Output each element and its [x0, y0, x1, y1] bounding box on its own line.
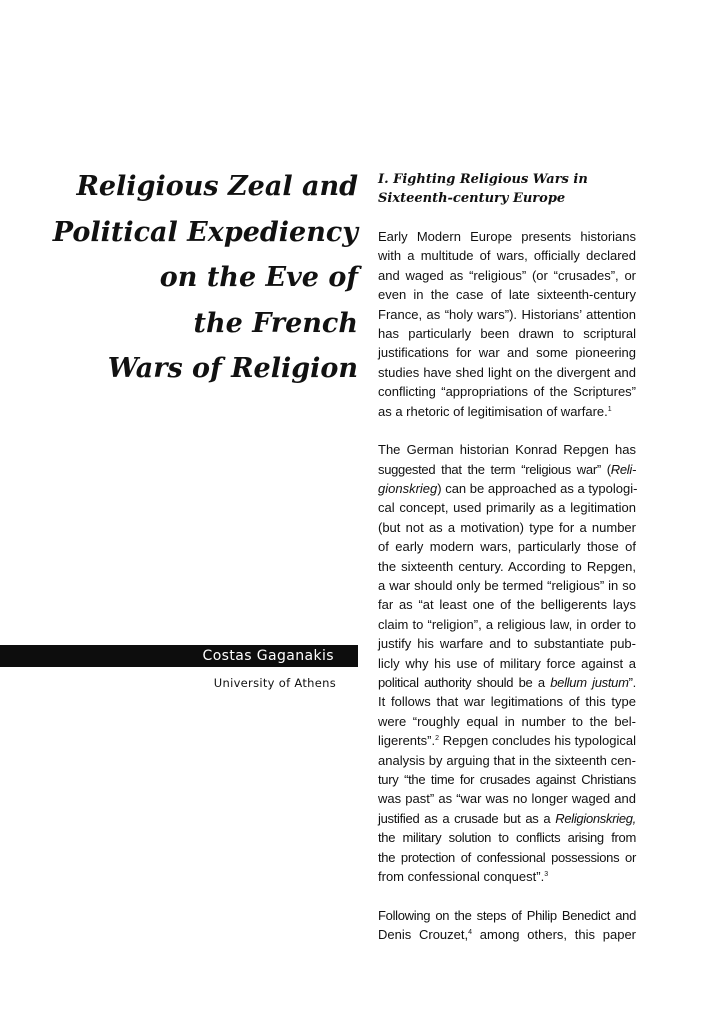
paragraph-1 — [378, 227, 636, 421]
author-affiliation: University of Athens — [213, 676, 336, 690]
text-line: It follows that war legitimations of this type — [378, 694, 636, 710]
text-run: ”. — [628, 674, 636, 690]
text-run: from confessional conquest”. — [378, 868, 545, 884]
text-line — [378, 809, 636, 828]
text-line: the sixteenth century. According to Repgen, — [378, 558, 636, 574]
text-run: justified as a crusade but as a — [378, 810, 556, 826]
text-run: suggested that the term “religious war” ( — [378, 461, 611, 477]
text-line: analysis by arguing that in the sixteenth cen- — [378, 752, 636, 768]
article-title — [40, 164, 358, 392]
italic-term: bellum justum — [550, 674, 629, 690]
text-line: cal concept, used primarily as a legitimation — [378, 500, 636, 516]
text-line: Early Modern Europe presents historians — [378, 229, 636, 244]
title-line: Wars of Religion — [107, 353, 358, 384]
text-line: justifications for war and some pioneering — [378, 345, 636, 361]
footnote-marker[interactable]: 1 — [607, 405, 612, 413]
text-line: and waged as “religious” (or “crusades”, or — [378, 267, 636, 283]
author-name: Costas Gaganakis — [202, 648, 334, 664]
section-heading-line: I. Fighting Religious Wars in — [378, 172, 588, 187]
footnote-marker[interactable]: 2 — [435, 735, 439, 743]
text-line: has particularly been drawn to scriptural — [378, 325, 636, 341]
text-line: a war should only be termed “religious” in so — [378, 578, 636, 594]
text-run: political authority should be a — [378, 674, 551, 690]
italic-term: Religionskrieg, — [555, 810, 636, 826]
text-run: among others, this paper — [472, 927, 636, 943]
text-line — [378, 673, 636, 692]
italic-term: gionskrieg — [378, 481, 438, 497]
title-line: Political Expediency — [52, 216, 358, 248]
footnote-marker[interactable]: 3 — [544, 870, 549, 878]
text-line: of early modern wars, particularly those of — [378, 539, 636, 555]
text-line — [378, 731, 636, 750]
text-line: claim to “religion”, a religious law, in order to — [378, 616, 636, 632]
title-line: on the Eve of — [159, 262, 358, 293]
text-line: far as “at least one of the belligerents lays — [378, 597, 636, 613]
text-line: with a multitude of wars, officially declared — [378, 248, 636, 264]
title-line: the French — [193, 307, 358, 339]
text-run: Denis Crouzet, — [378, 927, 469, 943]
section-heading — [378, 170, 638, 208]
text-line: studies have shed light on the divergent and — [378, 364, 636, 380]
text-line: (but not as a motivation) type for a number — [378, 519, 636, 535]
text-line: justify his warfare and to substantiate pub- — [378, 636, 636, 652]
text-line: the protection of confessional possessions or — [378, 849, 636, 865]
text-line: The German historian Konrad Repgen has — [378, 442, 636, 458]
title-line: Religious Zeal and — [76, 171, 358, 202]
text-line: France, as “holy wars”). Historians’ attention — [378, 306, 636, 322]
text-line: Following on the steps of Philip Benedict and — [378, 907, 636, 923]
text-run: Repgen concludes his typological — [438, 733, 636, 749]
footnote-marker[interactable]: 4 — [468, 929, 473, 937]
text-line — [378, 460, 636, 479]
text-run: ligerents”. — [378, 733, 436, 749]
text-line: licly why his use of military force against a — [378, 655, 636, 671]
text-line — [378, 479, 636, 498]
text-line: the military solution to conflicts arising from — [378, 830, 636, 846]
paragraph-2 — [378, 440, 636, 886]
text-line: even in the case of late sixteenth-century — [378, 287, 636, 303]
text-line: tury “the time for crusades against Christians — [378, 771, 636, 787]
text-run: ) can be approached as a typologi- — [437, 481, 638, 497]
text-line: were “roughly equal in number to the bel- — [378, 713, 636, 729]
author-bar — [0, 645, 358, 667]
section-heading-line: Sixteenth-century Europe — [378, 191, 566, 206]
text-line: conflicting “appropriations of the Scriptures” — [378, 384, 636, 400]
italic-term: Reli- — [610, 461, 636, 477]
text-line: was past” as “war was no longer waged and — [378, 791, 636, 807]
text-line — [378, 925, 636, 944]
text-line — [378, 867, 636, 886]
body-text — [378, 227, 636, 964]
text-line — [378, 402, 636, 421]
text-run: as a rhetoric of legitimisation of warfare. — [378, 403, 608, 419]
paragraph-3 — [378, 906, 636, 945]
